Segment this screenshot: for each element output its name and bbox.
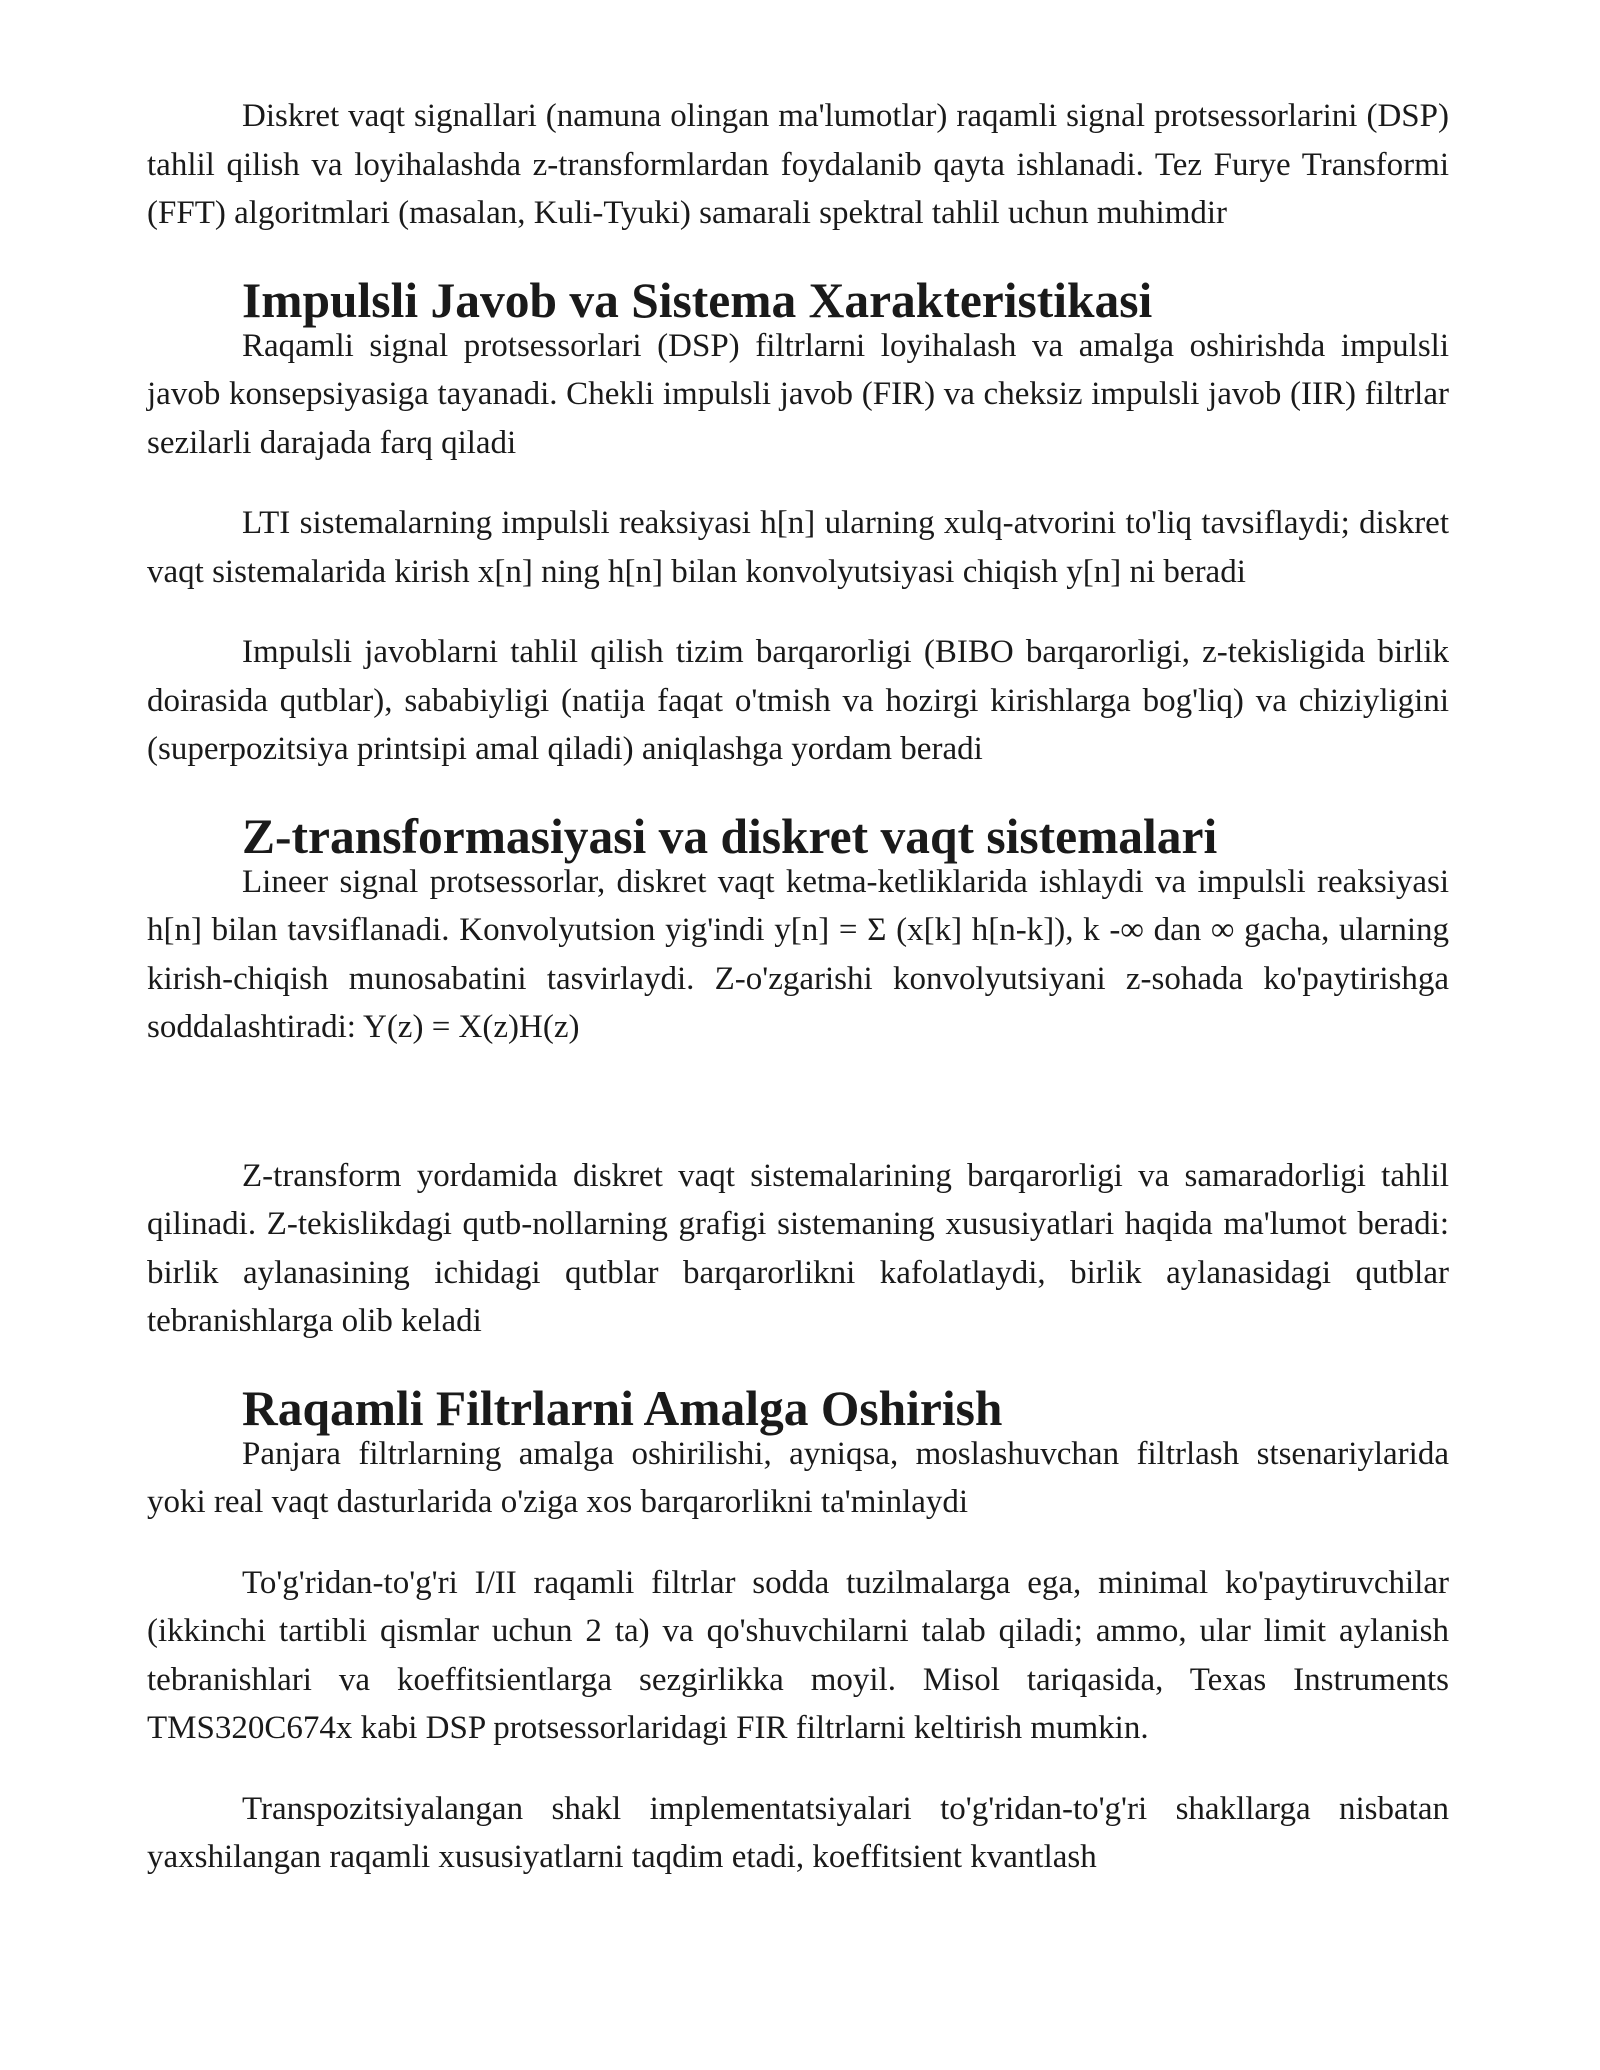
paragraph-discrete-time-signals: Diskret vaqt signallari (namuna olingan ma'lumotlar) raqamli signal protsessorlarini (DSP) tahlil qilish va loyihalashda z-transformlardan foydalanib qayta ishlanadi. Tez Furye Transformi (FFT) algoritmlari (masalan, Kuli-Tyuki) samarali spektral tahlil uchun muhimdir [147,98,1449,231]
paragraph-direct-form-filters: To'g'ridan-to'g'ri I/II raqamli filtrlar sodda tuzilmalarga ega, minimal ko'paytiruvchilar (ikkinchi tartibli qismlar uchun 2 ta) va qo'shuvchilarni talab qiladi; ammo, ular limit aylanish tebranishlari va koeffitsientlarga sezgirlikka moyil. Misol tariqasida, Texas Instruments TMS320C674x kabi DSP protsessorlaridagi FIR filtrlarni keltirish mumkin. [147,1564,1449,1746]
document-page [147,92,1449,1882]
heading-impulse-response: Impulsli Javob va Sistema Xarakteristikasi [242,272,1153,328]
paragraph-z-plane-stability: Z-transform yordamida diskret vaqt sistemalarining barqarorligi va samaradorligi tahlil qilinadi. Z-tekislikdagi qutb-nollarning grafigi sistemaning xususiyatlari haqida ma'lumot beradi: birlik aylanasining ichidagi qutblar barqarorlikni kafolatlaydi, birlik aylanasidagi qutblar tebranishlarga olib keladi [147,1157,1449,1339]
paragraph-transposed-form: Transpozitsiyalangan shakl implementatsiyalari to'g'ridan-to'g'ri shakllarga nisbatan yaxshilangan raqamli xususiyatlarni taqdim etadi, koeffitsient kvantlash [147,1790,1449,1875]
heading-digital-filter-implementation: Raqamli Filtrlarni Amalga Oshirish [242,1380,1003,1436]
paragraph-lti-systems: LTI sistemalarning impulsli reaksiyasi h[n] ularning xulq-atvorini to'liq tavsiflaydi; diskret vaqt sistemalarida kirish x[n] ning h[n] bilan konvolyutsiyasi chiqish y[n] ni beradi [147,505,1449,590]
paragraph-lattice-filters: Panjara filtrlarning amalga oshirilishi, ayniqsa, moslashuvchan filtrlash stsenariylarida yoki real vaqt dasturlarida o'ziga xos barqarorlikni ta'minlaydi [147,1435,1449,1520]
paragraph-convolution-sum: Lineer signal protsessorlar, diskret vaqt ketma-ketliklarida ishlaydi va impulsli reaksiyasi h[n] bilan tavsiflanadi. Konvolyutsion yig'indi y[n] = Σ (x[k] h[n-k]), k -∞ dan ∞ gacha, ularning kirish-chiqish munosabatini tasvirlaydi. Z-o'zgarishi konvolyutsiyani z-sohada ko'paytirishga soddalashtiradi: Y(z) = X(z)H(z) [147,863,1449,1045]
paragraph-impulse-analysis: Impulsli javoblarni tahlil qilish tizim barqarorligi (BIBO barqarorligi, z-tekisligida birlik doirasida qutblar), sababiyligi (natija faqat o'tmish va hozirgi kirishlarga bog'liq) va chiziyligini (superpozitsiya printsipi amal qiladi) aniqlashga yordam beradi [147,634,1449,767]
paragraph-dsp-filters: Raqamli signal protsessorlari (DSP) filtrlarni loyihalash va amalga oshirishda impulsli javob konsepsiyasiga tayanadi. Chekli impulsli javob (FIR) va cheksiz impulsli javob (IIR) filtrlar sezilarli darajada farq qiladi [147,327,1449,461]
heading-z-transform: Z-transformasiyasi va diskret vaqt sistemalari [242,808,1218,864]
